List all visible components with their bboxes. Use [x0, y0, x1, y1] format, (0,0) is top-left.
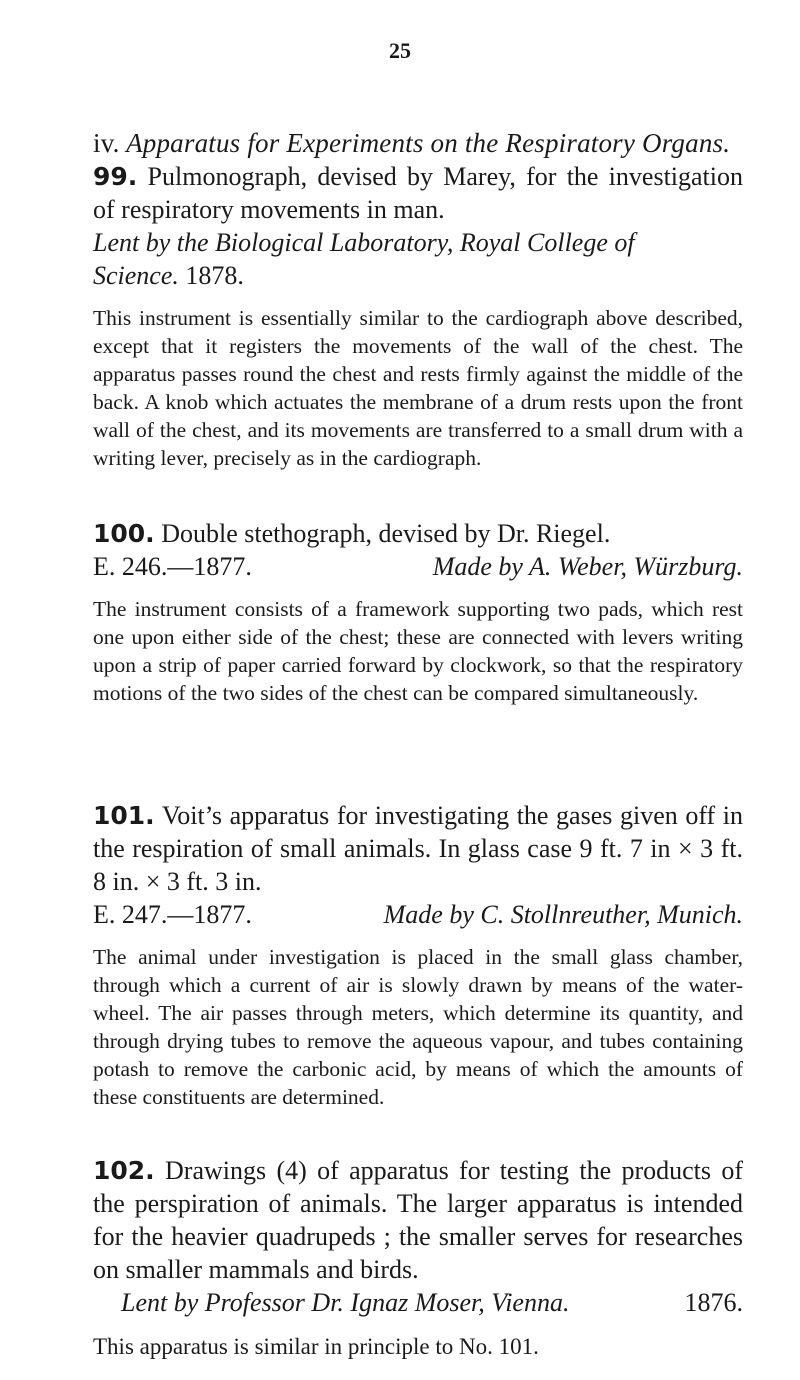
entry-description: The animal under investigation is placed in the small glass chamber, through which a current of air is slowly drawn by means of the water-wheel. The air passes through meters, which determine its quantity, and through drying tubes to remove the aqueous vapour, and tubes containing potash to remove the carbonic acid, by means of which the amounts of these constituents are determined.	[93, 945, 743, 1109]
entry-heading	[93, 799, 743, 931]
catalogue-entry-100	[93, 517, 743, 707]
entry-title: Drawings (4) of apparatus for testing the products of the perspiration of animals. The larger apparatus is intended for the heavier quadrupeds ; the smaller serves for researches on smaller mammals and birds.	[93, 1156, 744, 1284]
entry-year: 1876.	[684, 1288, 743, 1317]
entry-number: 99.	[93, 162, 138, 191]
entry-catalogue-line	[93, 550, 743, 583]
section-title: Apparatus for Experiments on the Respiratory Organs.	[126, 128, 731, 158]
catalogue-entry-99	[93, 160, 743, 472]
entry-catalogue-number: E. 246.—1877.	[93, 552, 252, 581]
entry-number: 102.	[93, 1156, 155, 1185]
entry-maker: Made by C. Stollnreuther, Munich.	[383, 900, 743, 929]
entry-heading	[93, 517, 743, 583]
entry-description: The instrument consists of a framework supporting two pads, which rest one upon either side of the chest; these are connected with levers writing upon a strip of paper carried forward by clockwork, so that the respiratory motions of the two sides of the chest can be compared simultaneously.	[93, 597, 743, 705]
entry-heading	[93, 160, 743, 292]
entry-credit: Lent by the Biological Laboratory, Royal College of	[93, 228, 635, 257]
page-number: 25	[389, 38, 411, 63]
entry-maker: Made by A. Weber, Würzburg.	[432, 552, 743, 581]
entry-title: Double stethograph, devised by Dr. Riegel.	[161, 519, 611, 548]
section-numeral: iv.	[93, 128, 120, 158]
entry-title: Pulmonograph, devised by Marey, for the investigation of respiratory movements in man.	[93, 162, 744, 224]
entry-number: 100.	[93, 519, 155, 548]
section-heading	[93, 128, 773, 159]
entry-catalogue-line	[93, 898, 743, 931]
entry-credit-continued: Science.	[93, 261, 179, 290]
catalogue-entry-102	[93, 1154, 743, 1361]
entry-heading	[93, 1154, 743, 1319]
catalogue-entry-101	[93, 799, 743, 1111]
entry-title: Voit’s apparatus for investigating the gases given off in the respiration of small animals. In glass case 9 ft. 7 in × 3 ft. 8 in. × 3 ft. 3 in.	[93, 801, 744, 896]
entry-year: 1878.	[185, 261, 244, 290]
entry-number: 101.	[93, 801, 155, 830]
entry-description: This apparatus is similar in principle to No. 101.	[93, 1334, 539, 1359]
entry-catalogue-number: E. 247.—1877.	[93, 900, 252, 929]
entry-description: This instrument is essentially similar to the cardiograph above described, except that it registers the movements of the wall of the chest. The apparatus passes round the chest and rests firmly against the middle of the back. A knob which actuates the membrane of a drum rests upon the front wall of the chest, and its movements are transferred to a small drum with a writing lever, precisely as in the cardiograph.	[93, 306, 743, 470]
entry-credit-line	[93, 1286, 743, 1319]
entry-credit: Lent by Professor Dr. Ignaz Moser, Vienna.	[121, 1288, 570, 1317]
